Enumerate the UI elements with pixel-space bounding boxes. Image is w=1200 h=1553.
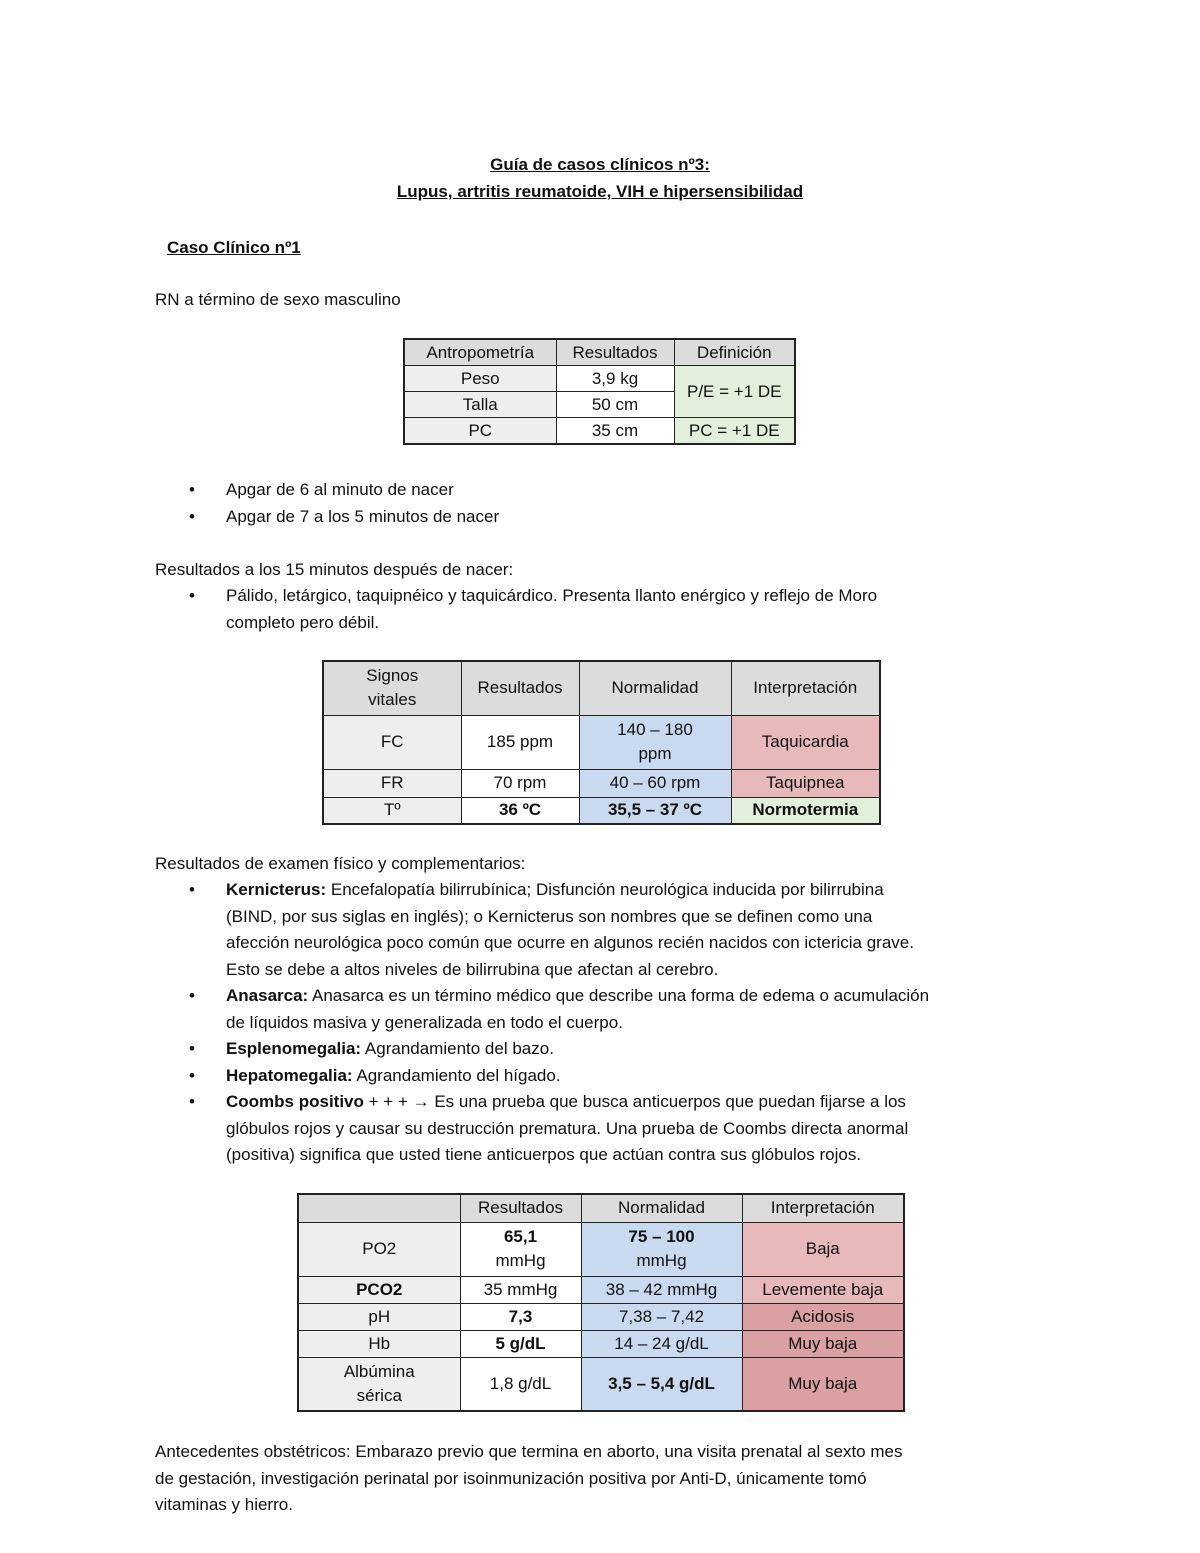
row-value: 35 mmHg [460, 1276, 581, 1303]
row-interpretation: Acidosis [742, 1303, 904, 1330]
table-row [298, 1357, 904, 1411]
label-text: Albúmina [343, 1361, 415, 1381]
definition-line: Agrandamiento del hígado. [356, 1065, 561, 1085]
definition-line: Agrandamiento del bazo. [364, 1039, 554, 1058]
header-text: vitales [368, 690, 417, 710]
table-header-cell: Interpretación [742, 1194, 904, 1222]
table-row [298, 1276, 904, 1303]
table-header-cell: Interpretación [731, 661, 880, 715]
table-header-row [323, 661, 880, 715]
table-row [323, 797, 880, 824]
normal-text: mmHg [636, 1251, 687, 1270]
row-value: 1,8 g/dL [460, 1357, 581, 1411]
definition-line: de líquidos masiva y generalizada en todo el cuerpo. [226, 1012, 623, 1032]
definition-line: afección neurológica poco común que ocurre en algunos recién nacidos con ictericia grave. [226, 933, 914, 952]
definition-line: + + + → Es una prueba que busca anticuerpos que puedan fijarse a los [368, 1092, 906, 1111]
term: Coombs positivo [226, 1092, 364, 1111]
results15-line1: • Pálido, letárgico, taquipnéico y taquicárdico. Presenta llanto enérgico y reflejo de Moro [226, 586, 878, 605]
row-label: pH [298, 1303, 460, 1330]
row-normal: 14 – 24 g/dL [581, 1330, 742, 1357]
row-interpretation: Muy baja [742, 1330, 904, 1357]
term: Hepatomegalia: [226, 1065, 353, 1085]
header-text: Signos [366, 666, 419, 686]
row-interpretation: Baja [742, 1222, 904, 1276]
exam-heading: Resultados de examen físico y complementarios: [155, 854, 526, 873]
row-interpretation: Muy baja [742, 1357, 904, 1411]
definition-pe: P/E = +1 DE [674, 366, 795, 418]
row-value: 36 ºC [461, 797, 579, 824]
exam-list [226, 877, 1056, 1169]
row-normal: 35,5 – 37 ºC [579, 797, 731, 824]
row-normal [579, 715, 731, 769]
value-text: 65,1 [503, 1227, 538, 1246]
row-label: FC [323, 715, 461, 769]
definition-line: (BIND, por sus siglas en inglés); o Kernicterus son nombres que se definen como una [226, 906, 873, 926]
table-header-cell: Definición [674, 339, 795, 366]
row-interpretation: Normotermia [731, 797, 880, 824]
table-header-cell: Antropometría [404, 339, 556, 366]
list-item [226, 1036, 1056, 1063]
definition-line: glóbulos rojos y causar su destrucción prematura. Una prueba de Coombs directa anormal [226, 1118, 909, 1138]
table-row [404, 418, 795, 445]
table-row [298, 1330, 904, 1357]
list-item [226, 877, 1056, 983]
table-row [298, 1222, 904, 1276]
definition-line: Esto se debe a altos niveles de bilirrubina que afectan al cerebro. [226, 959, 719, 979]
term: Esplenomegalia: [226, 1039, 362, 1058]
row-value [460, 1222, 581, 1276]
row-value: 50 cm [556, 392, 674, 418]
definition-line: Anasarca es un término médico que describe una forma de edema o acumulación [312, 986, 930, 1005]
list-item [226, 1089, 1056, 1169]
obstetric-line: vitaminas y hierro. [155, 1495, 293, 1514]
row-label: PC [404, 418, 556, 445]
vitals-table [322, 660, 881, 825]
row-normal: 3,5 – 5,4 g/dL [581, 1357, 742, 1411]
row-normal: 38 – 42 mmHg [581, 1276, 742, 1303]
term: Anasarca: [226, 986, 309, 1005]
obstetric-history [155, 1439, 1055, 1519]
table-header-cell [298, 1194, 460, 1222]
row-normal: 40 – 60 rpm [579, 769, 731, 797]
table-header-row [404, 339, 795, 366]
table-header-cell: Resultados [556, 339, 674, 366]
row-label: Hb [298, 1330, 460, 1357]
row-normal: 7,38 – 7,42 [581, 1303, 742, 1330]
list-item: • Apgar de 6 al minuto de nacer [226, 477, 1026, 504]
definition-line: Encefalopatía bilirrubínica; Disfunción neurológica inducida por bilirrubina [330, 880, 884, 899]
definition-line: (positiva) significa que usted tiene anticuerpos que actúan contra sus glóbulos rojos. [226, 1145, 862, 1164]
list-item [226, 983, 1056, 1036]
obstetric-line: Antecedentes obstétricos: Embarazo previo que termina en aborto, una visita prenatal al sexto mes [155, 1442, 903, 1461]
lab-table [297, 1193, 905, 1412]
table-row [323, 715, 880, 769]
row-value: 35 cm [556, 418, 674, 445]
table-row [404, 366, 795, 392]
term: Kernicterus: [226, 880, 327, 899]
list-item [226, 583, 1056, 636]
table-header-cell: Resultados [461, 661, 579, 715]
label-text: sérica [356, 1385, 402, 1405]
normal-text: ppm [638, 744, 672, 763]
row-interpretation: Levemente baja [742, 1276, 904, 1303]
results15-heading: Resultados a los 15 minutos después de nacer: [155, 560, 514, 579]
case-intro: RN a término de sexo masculino [155, 290, 401, 309]
row-value: 5 g/dL [460, 1330, 581, 1357]
normal-text: 75 – 100 [628, 1227, 695, 1246]
row-value: 70 rpm [461, 769, 579, 797]
document-title-line1: Guía de casos clínicos nº3: [490, 155, 710, 174]
value-text: mmHg [495, 1251, 546, 1270]
list-item [226, 1063, 1056, 1090]
row-label: Tº [323, 797, 461, 824]
case-heading: Caso Clínico nº1 [167, 238, 301, 257]
definition-pc: PC = +1 DE [674, 418, 795, 445]
table-header-cell: Resultados [460, 1194, 581, 1222]
row-label: Peso [404, 366, 556, 392]
row-interpretation: Taquipnea [731, 769, 880, 797]
table-row [323, 769, 880, 797]
table-header-cell [323, 661, 461, 715]
obstetric-line: de gestación, investigación perinatal por isoinmunización positiva por Anti-D, únicamente tomó [155, 1468, 867, 1488]
table-header-cell: Normalidad [579, 661, 731, 715]
row-interpretation: Taquicardia [731, 715, 880, 769]
row-label: FR [323, 769, 461, 797]
results15-list [226, 583, 1056, 636]
row-label: PO2 [298, 1222, 460, 1276]
row-label: PCO2 [298, 1276, 460, 1303]
anthropometry-table [403, 338, 796, 445]
table-header-row [298, 1194, 904, 1222]
row-value: 3,9 kg [556, 366, 674, 392]
row-label [298, 1357, 460, 1411]
row-value: 7,3 [460, 1303, 581, 1330]
table-row [298, 1303, 904, 1330]
list-item: • Apgar de 7 a los 5 minutos de nacer [226, 504, 1026, 531]
document-title-line2: Lupus, artritis reumatoide, VIH e hipersensibilidad [396, 182, 804, 201]
apgar-list [226, 477, 1026, 530]
row-value: 185 ppm [461, 715, 579, 769]
results15-line2: completo pero débil. [226, 612, 380, 632]
row-label: Talla [404, 392, 556, 418]
row-normal [581, 1222, 742, 1276]
normal-text: 140 – 180 [617, 720, 693, 739]
table-header-cell: Normalidad [581, 1194, 742, 1222]
